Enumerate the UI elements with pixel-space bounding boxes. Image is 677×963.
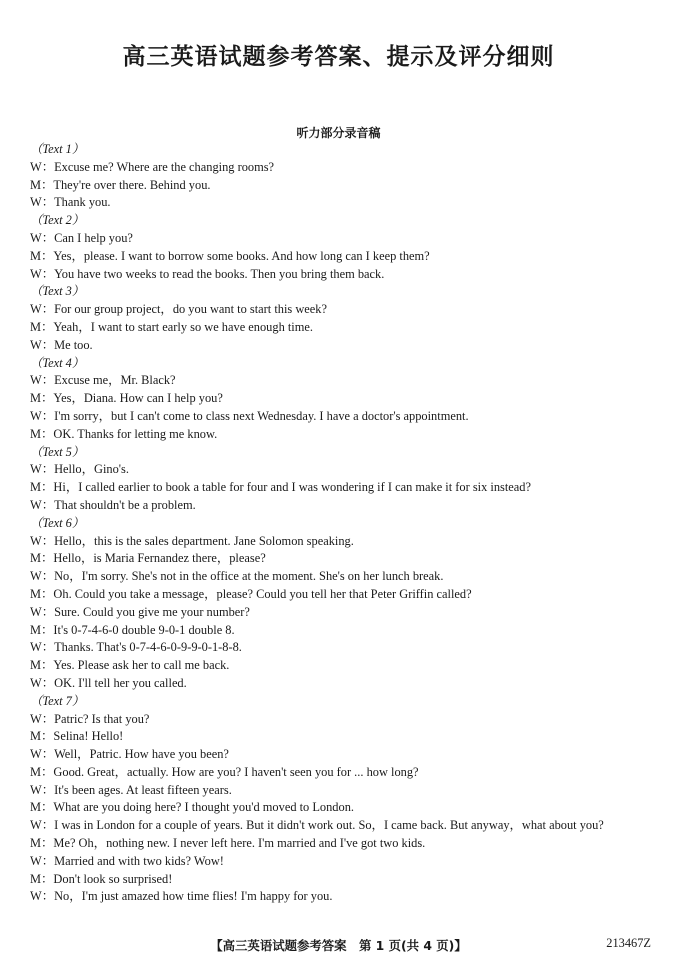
dialogue-text: Hello，this is the sales department. Jane Solomon speaking. (54, 533, 354, 548)
dialogue-line (30, 533, 652, 551)
dialogue-text: Hi，I called earlier to book a table for four and I was wondering if I can make it for six instead? (53, 480, 531, 495)
dialogue-text: Excuse me? Where are the changing rooms? (54, 159, 275, 174)
dialogue-text: It's 0-7-4-6-0 double 9-0-1 double 8. (53, 622, 235, 637)
text-section-label: （Text 2） (30, 213, 85, 228)
dialogue-line (30, 550, 652, 568)
dialogue-text: Good. Great，actually. How are you? I haven't seen you for ... how long? (53, 764, 419, 779)
text-section-header (30, 355, 652, 373)
dialogue-line (30, 372, 652, 390)
dialogue-line (30, 497, 652, 515)
speaker-label: W： (30, 675, 55, 690)
dialogue-text: Me? Oh，nothing new. I never left here. I'm married and I've got two kids. (53, 836, 426, 851)
dialogue-line (30, 177, 652, 195)
speaker-label: M： (30, 248, 54, 263)
page-title: 高三英语试题参考答案、提示及评分细则 (122, 44, 555, 70)
dialogue-text: That shouldn't be a problem. (54, 497, 196, 512)
dialogue-line (30, 301, 652, 319)
text-section-label: （Text 1） (30, 142, 85, 156)
speaker-label: M： (30, 658, 54, 673)
dialogue-line (30, 657, 652, 675)
dialogue-line (30, 711, 652, 729)
dialogue-text: Excuse me，Mr. Black? (54, 373, 176, 388)
speaker-label: M： (30, 551, 54, 566)
speaker-label: M： (30, 319, 54, 334)
speaker-label: M： (30, 426, 54, 441)
text-section-header (30, 515, 652, 533)
text-section-header (30, 141, 652, 159)
dialogue-line (30, 853, 652, 871)
dialogue-text: No，I'm sorry. She's not in the office at the moment. She's on her lunch break. (54, 569, 444, 584)
transcript (30, 141, 652, 906)
dialogue-line (30, 622, 652, 640)
speaker-label: W： (30, 373, 55, 388)
dialogue-text: Yeah，I want to start early so we have enough time. (53, 319, 313, 334)
speaker-label: W： (30, 408, 55, 423)
dialogue-text: Oh. Could you take a message，please? Could you tell her that Peter Griffin called? (53, 586, 472, 601)
speaker-label: W： (30, 711, 55, 726)
speaker-label: W： (30, 195, 55, 210)
speaker-label: W： (30, 533, 55, 548)
speaker-label: W： (30, 462, 55, 477)
dialogue-line (30, 586, 652, 604)
dialogue-text: It's been ages. At least fifteen years. (54, 782, 232, 797)
section-title: 听力部分录音稿 (296, 126, 381, 140)
dialogue-line (30, 782, 652, 800)
footer-page-info: 【高三英语试题参考答案 第 1 页(共 4 页)】 (210, 938, 467, 953)
text-section-label: （Text 7） (30, 693, 85, 708)
dialogue-line (30, 230, 652, 248)
dialogue-line (30, 266, 652, 284)
dialogue-text: I'm sorry，but I can't come to class next Wednesday. I have a doctor's appointment. (54, 408, 469, 423)
speaker-label: M： (30, 836, 54, 851)
dialogue-text: For our group project，do you want to start this week? (54, 302, 327, 317)
speaker-label: M： (30, 764, 54, 779)
dialogue-line (30, 835, 652, 853)
speaker-label: W： (30, 604, 55, 619)
text-section-label: （Text 4） (30, 355, 85, 370)
dialogue-line (30, 604, 652, 622)
text-section-label: （Text 6） (30, 515, 85, 530)
speaker-label: M： (30, 586, 54, 601)
speaker-label: M： (30, 177, 54, 192)
text-section-header (30, 693, 652, 711)
dialogue-line (30, 408, 652, 426)
dialogue-text: Me too. (54, 337, 93, 352)
dialogue-line (30, 248, 652, 266)
dialogue-text: OK. Thanks for letting me know. (53, 426, 218, 441)
speaker-label: M： (30, 622, 54, 637)
speaker-label: M： (30, 800, 54, 815)
dialogue-text: Yes. Please ask her to call me back. (53, 658, 230, 673)
speaker-label: W： (30, 497, 55, 512)
text-section-label: （Text 3） (30, 284, 85, 299)
speaker-label: M： (30, 480, 54, 495)
speaker-label: W： (30, 889, 55, 904)
dialogue-line (30, 817, 652, 835)
speaker-label: W： (30, 302, 55, 317)
dialogue-line (30, 337, 652, 355)
dialogue-text: Yes，please. I want to borrow some books. And how long can I keep them? (53, 248, 430, 263)
footer-code: 213467Z (606, 936, 651, 950)
speaker-label: M： (30, 871, 54, 886)
dialogue-line (30, 568, 652, 586)
dialogue-text: They're over there. Behind you. (53, 177, 211, 192)
speaker-label: W： (30, 230, 55, 245)
speaker-label: W： (30, 159, 55, 174)
dialogue-text: Sure. Could you give me your number? (54, 604, 250, 619)
dialogue-line (30, 639, 652, 657)
speaker-label: W： (30, 853, 55, 868)
dialogue-text: Thanks. That's 0-7-4-6-0-9-9-0-1-8-8. (54, 640, 242, 655)
dialogue-text: Hello，Gino's. (54, 462, 129, 477)
speaker-label: W： (30, 640, 55, 655)
dialogue-text: Well，Patric. How have you been? (54, 747, 229, 762)
dialogue-line (30, 888, 652, 906)
text-section-label: （Text 5） (30, 444, 85, 459)
dialogue-line (30, 479, 652, 497)
dialogue-line (30, 194, 652, 212)
dialogue-line (30, 159, 652, 177)
dialogue-text: Hello，is Maria Fernandez there，please? (53, 551, 266, 566)
dialogue-text: What are you doing here? I thought you'd moved to London. (53, 800, 354, 815)
text-section-header (30, 283, 652, 301)
dialogue-line (30, 728, 652, 746)
dialogue-line (30, 675, 652, 693)
text-section-header (30, 444, 652, 462)
dialogue-text: You have two weeks to read the books. Then you bring them back. (54, 266, 385, 281)
dialogue-text: No，I'm just amazed how time flies! I'm happy for you. (54, 889, 333, 904)
speaker-label: M： (30, 729, 54, 744)
dialogue-text: Selina! Hello! (53, 729, 124, 744)
dialogue-text: I was in London for a couple of years. But it didn't work out. So，I came back. But anyway，what about you? (54, 818, 604, 833)
dialogue-line (30, 390, 652, 408)
speaker-label: W： (30, 569, 55, 584)
dialogue-line (30, 799, 652, 817)
dialogue-line (30, 426, 652, 444)
dialogue-text: Married and with two kids? Wow! (54, 853, 224, 868)
dialogue-text: Patric? Is that you? (54, 711, 150, 726)
speaker-label: W： (30, 747, 55, 762)
dialogue-line (30, 319, 652, 337)
speaker-label: W： (30, 782, 55, 797)
dialogue-text: OK. I'll tell her you called. (54, 675, 187, 690)
dialogue-line (30, 764, 652, 782)
speaker-label: W： (30, 818, 55, 833)
dialogue-line (30, 461, 652, 479)
speaker-label: M： (30, 391, 54, 406)
dialogue-line (30, 746, 652, 764)
speaker-label: W： (30, 266, 55, 281)
dialogue-text: Thank you. (54, 195, 111, 210)
dialogue-text: Don't look so surprised! (53, 871, 173, 886)
dialogue-line (30, 871, 652, 889)
dialogue-text: Yes，Diana. How can I help you? (53, 391, 223, 406)
text-section-header (30, 212, 652, 230)
dialogue-text: Can I help you? (54, 230, 133, 245)
speaker-label: W： (30, 337, 55, 352)
